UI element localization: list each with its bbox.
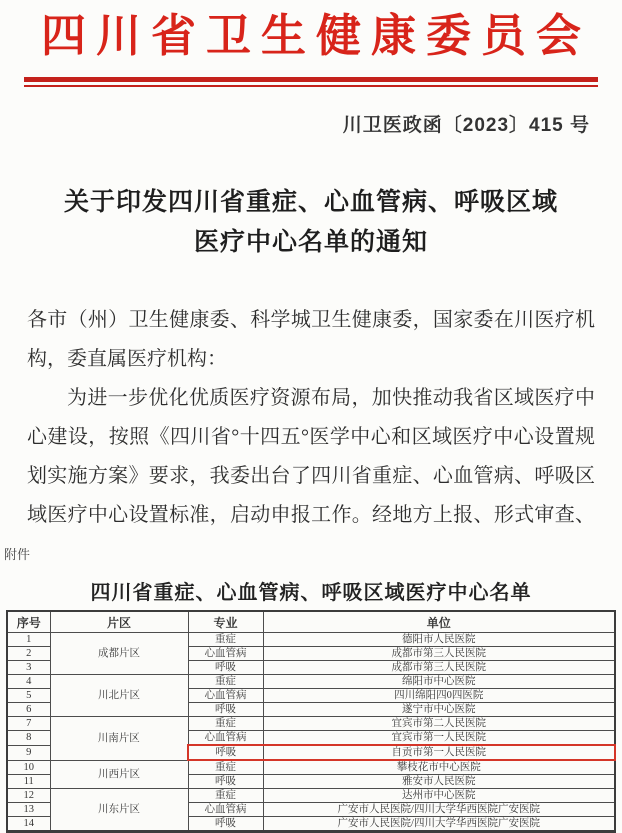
cell-unit: 雅安市人民医院	[263, 775, 615, 789]
cell-specialty: 心血管病	[188, 731, 263, 746]
body-line: 划实施方案》要求，我委出台了四川省重症、心血管病、呼吸区	[27, 465, 595, 487]
cell-seq: 1	[7, 633, 50, 647]
notice-title-line-1: 关于印发四川省重症、心血管病、呼吸区域	[63, 189, 558, 216]
cell-unit: 自贡市第一人民医院	[263, 745, 615, 760]
cell-region: 川东片区	[50, 789, 188, 832]
column-header-specialty: 专业	[188, 611, 263, 633]
cell-specialty: 重症	[188, 717, 263, 731]
cell-seq: 6	[7, 703, 50, 717]
cell-specialty: 呼吸	[188, 775, 263, 789]
cell-unit: 宜宾市第一人民医院	[263, 731, 615, 746]
header-divider	[24, 77, 598, 87]
cell-unit: 四川绵阳四0四医院	[263, 689, 615, 703]
cell-specialty: 重症	[188, 633, 263, 647]
cell-unit: 成都市第三人民医院	[263, 661, 615, 675]
cell-region: 成都片区	[50, 633, 188, 675]
column-header-region: 片区	[50, 611, 188, 633]
table-row	[7, 789, 615, 803]
cell-seq: 11	[7, 775, 50, 789]
column-header-seq: 序号	[7, 611, 50, 633]
body-line: 各市（州）卫生健康委、科学城卫生健康委，国家委在川医疗机	[27, 309, 595, 331]
cell-seq: 12	[7, 789, 50, 803]
body-text	[0, 301, 622, 535]
table-row	[7, 675, 615, 689]
body-line: 构，委直属医疗机构：	[27, 348, 227, 370]
document-number: 川卫医政函〔2023〕415 号	[342, 115, 590, 136]
attachment-label: 附件	[4, 547, 31, 562]
cell-specialty: 呼吸	[188, 661, 263, 675]
cell-unit: 广安市人民医院/四川大学华西医院广安医院	[263, 817, 615, 832]
cell-seq: 7	[7, 717, 50, 731]
table-header-row	[7, 611, 615, 633]
cell-seq: 4	[7, 675, 50, 689]
column-header-unit: 单位	[263, 611, 615, 633]
table-row	[7, 717, 615, 731]
cell-seq: 2	[7, 647, 50, 661]
cell-unit: 德阳市人民医院	[263, 633, 615, 647]
cell-unit: 遂宁市中心医院	[263, 703, 615, 717]
cell-specialty: 心血管病	[188, 647, 263, 661]
table-row	[7, 633, 615, 647]
notice-title	[0, 183, 622, 263]
cell-specialty: 呼吸	[188, 703, 263, 717]
cell-unit: 成都市第三人民医院	[263, 647, 615, 661]
cell-seq: 3	[7, 661, 50, 675]
medical-centers-table	[6, 610, 616, 833]
cell-region: 川南片区	[50, 717, 188, 761]
cell-unit: 广安市人民医院/四川大学华西医院广安医院	[263, 803, 615, 817]
body-line: 心建设，按照《四川省°十四五°医学中心和区域医疗中心设置规	[27, 426, 595, 448]
body-line: 域医疗中心设置标准，启动申报工作。经地方上报、形式审查、	[27, 504, 595, 526]
table-body	[7, 633, 615, 832]
cell-seq: 8	[7, 731, 50, 746]
cell-seq: 10	[7, 760, 50, 775]
table-title: 四川省重症、心血管病、呼吸区域医疗中心名单	[90, 582, 532, 604]
cell-region: 川北片区	[50, 675, 188, 717]
cell-specialty: 重症	[188, 789, 263, 803]
cell-specialty: 重症	[188, 760, 263, 775]
cell-specialty: 呼吸	[188, 817, 263, 832]
body-line: 为进一步优化优质医疗资源布局，加快推动我省区域医疗中	[67, 387, 595, 409]
cell-specialty: 重症	[188, 675, 263, 689]
cell-seq: 14	[7, 817, 50, 832]
notice-title-line-2: 医疗中心名单的通知	[193, 229, 428, 256]
cell-unit: 达州市中心医院	[263, 789, 615, 803]
cell-unit: 攀枝花市中心医院	[263, 760, 615, 775]
cell-seq: 9	[7, 745, 50, 760]
cell-seq: 5	[7, 689, 50, 703]
cell-unit: 宜宾市第二人民医院	[263, 717, 615, 731]
table-row	[7, 760, 615, 775]
cell-seq: 13	[7, 803, 50, 817]
cell-region: 川西片区	[50, 760, 188, 789]
cell-specialty: 心血管病	[188, 803, 263, 817]
cell-specialty: 心血管病	[188, 689, 263, 703]
agency-title: 四川省卫生健康委员会	[40, 11, 591, 61]
cell-unit: 绵阳市中心医院	[263, 675, 615, 689]
cell-specialty: 呼吸	[188, 745, 263, 760]
